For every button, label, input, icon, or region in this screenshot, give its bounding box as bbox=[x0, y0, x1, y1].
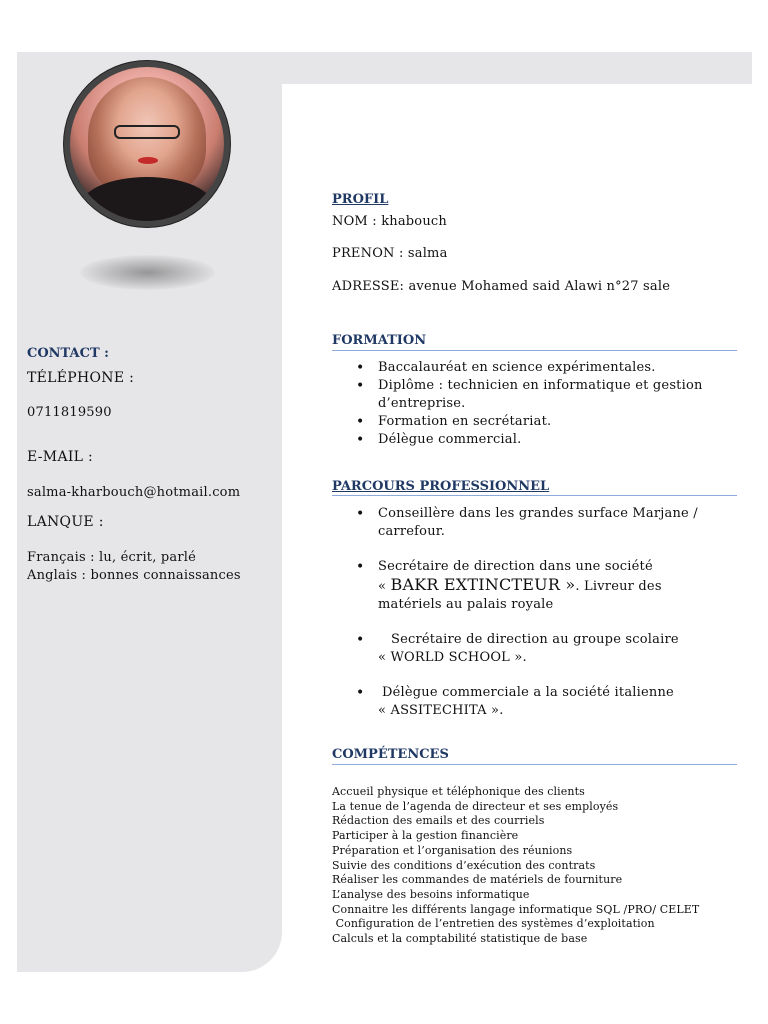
profil-prenom: PRENON : salma bbox=[332, 246, 448, 261]
profile-photo bbox=[64, 61, 230, 227]
parcours-list-2 bbox=[358, 558, 718, 614]
contact-title: CONTACT : bbox=[27, 346, 109, 361]
list-item: • Conseillère dans les grandes surface Marjane / carrefour. bbox=[358, 505, 718, 541]
list-item: Réaliser les commandes de matériels de fourniture bbox=[332, 873, 623, 887]
list-item: • Baccalauréat en science expérimentales. bbox=[358, 359, 738, 377]
list-item: Suivie des conditions d’exécution des contrats bbox=[332, 858, 596, 872]
phone-value: 0711819590 bbox=[27, 405, 112, 420]
email-label: E-MAIL : bbox=[27, 449, 94, 465]
photo-shadow bbox=[80, 255, 215, 290]
list-item: • Délègue commerciale a la société italienne « ASSITECHITA ». bbox=[358, 684, 718, 720]
profil-nom: NOM : khabouch bbox=[332, 214, 447, 229]
list-item: Participer à la gestion financière bbox=[332, 829, 519, 843]
list-item: L’analyse des besoins informatique bbox=[332, 887, 530, 901]
phone-label: TÉLÉPHONE : bbox=[27, 370, 135, 386]
competences-title: COMPÉTENCES bbox=[332, 747, 449, 762]
list-item: • Secrétaire de direction au groupe scolaire « WORLD SCHOOL ». bbox=[358, 631, 718, 667]
language-label: LANQUE : bbox=[27, 514, 104, 530]
list-item: Connaitre les différents langage informatique SQL /PRO/ CELET bbox=[332, 902, 700, 916]
list-item: Préparation et l’organisation des réunions bbox=[332, 843, 573, 857]
profil-title: PROFIL bbox=[332, 192, 389, 207]
list-item: • Délègue commercial. bbox=[358, 431, 738, 449]
competences-list bbox=[332, 785, 742, 947]
list-item: • Secrétaire de direction dans une société « BAKR EXTINCTEUR ». Livreur des matériels au palais royale bbox=[358, 558, 718, 614]
parcours-title: PARCOURS PROFESSIONNEL bbox=[332, 479, 550, 494]
list-item: La tenue de l’agenda de directeur et ses employés bbox=[332, 799, 619, 813]
list-item: Accueil physique et téléphonique des clients bbox=[332, 785, 585, 798]
parcours-rule bbox=[332, 495, 737, 496]
parcours-list bbox=[358, 505, 718, 541]
language-english: Anglais : bonnes connaissances bbox=[27, 568, 241, 583]
list-item: Calculs et la comptabilité statistique de base bbox=[332, 932, 588, 946]
competences-rule bbox=[332, 764, 737, 765]
email-value[interactable]: salma-kharbouch@hotmail.com bbox=[27, 485, 241, 500]
parcours-list-4 bbox=[358, 684, 718, 720]
list-item: • Diplôme : technicien en informatique et gestion d’entreprise. bbox=[358, 377, 738, 413]
formation-title: FORMATION bbox=[332, 333, 427, 348]
language-french: Français : lu, écrit, parlé bbox=[27, 550, 197, 565]
list-item: Rédaction des emails et des courriels bbox=[332, 814, 545, 828]
list-item: • Formation en secrétariat. bbox=[358, 413, 738, 431]
profil-adresse: ADRESSE: avenue Mohamed said Alawi n°27 sale bbox=[332, 279, 671, 294]
list-item: Configuration de l’entretien des systèmes d’exploitation bbox=[332, 917, 655, 931]
profile-photo-image bbox=[70, 67, 224, 221]
formation-rule bbox=[332, 350, 737, 351]
formation-list bbox=[358, 359, 738, 449]
parcours-list-3 bbox=[358, 631, 718, 667]
